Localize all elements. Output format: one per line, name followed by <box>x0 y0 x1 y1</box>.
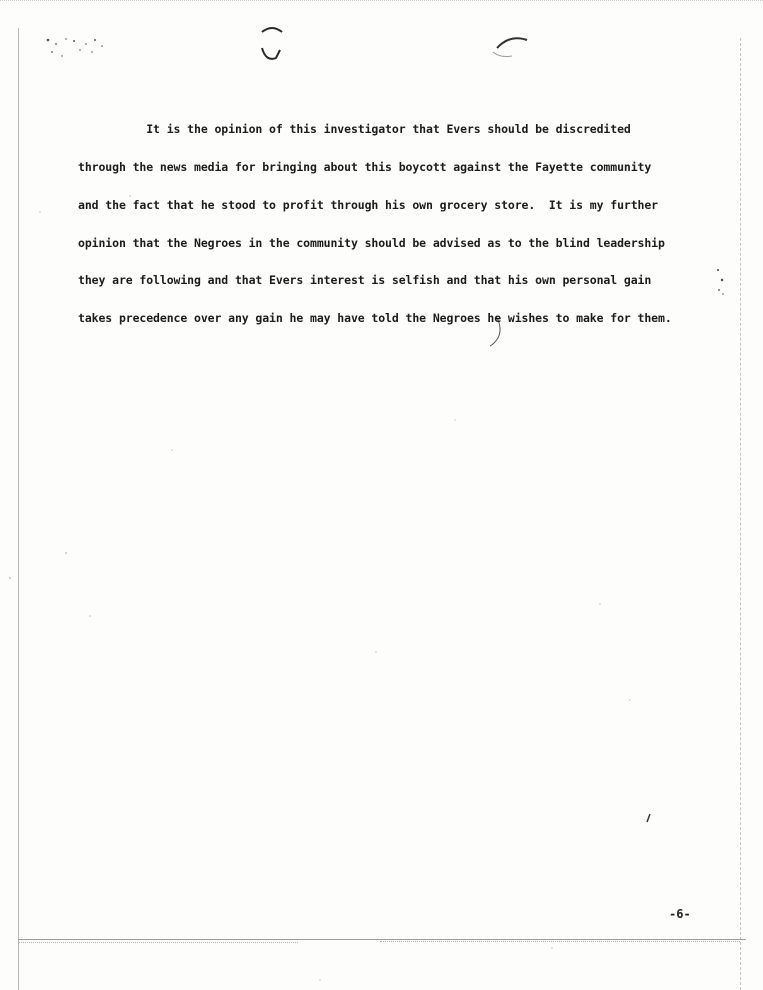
paragraph-line: they are following and that Evers interest is selfish and that his own personal gain <box>78 273 652 288</box>
stray-mark <box>647 814 650 822</box>
report-paragraph <box>78 98 718 350</box>
page-number: -6- <box>669 907 691 921</box>
paragraph-line: and the fact that he stood to profit through his own grocery store. It is my further <box>78 197 659 212</box>
punch-hole-mark-right <box>497 38 527 48</box>
top-left-specks <box>47 38 103 57</box>
paragraph-line: It is the opinion of this investigator that Evers should be discredited <box>78 122 631 137</box>
punch-hole-mark-bottom <box>262 48 280 59</box>
punch-hole-mark-top <box>262 28 282 32</box>
paragraph-line: through the news media for bringing about this boycott against the Fayette community <box>78 159 652 174</box>
punch-hole-shadow <box>493 52 512 57</box>
paragraph-line: opinion that the Negroes in the community should be advised as to the blind leadership <box>78 235 665 250</box>
paragraph-line: takes precedence over any gain he may have told the Negroes he wishes to make for them. <box>78 311 672 326</box>
right-edge-specks <box>717 269 724 295</box>
